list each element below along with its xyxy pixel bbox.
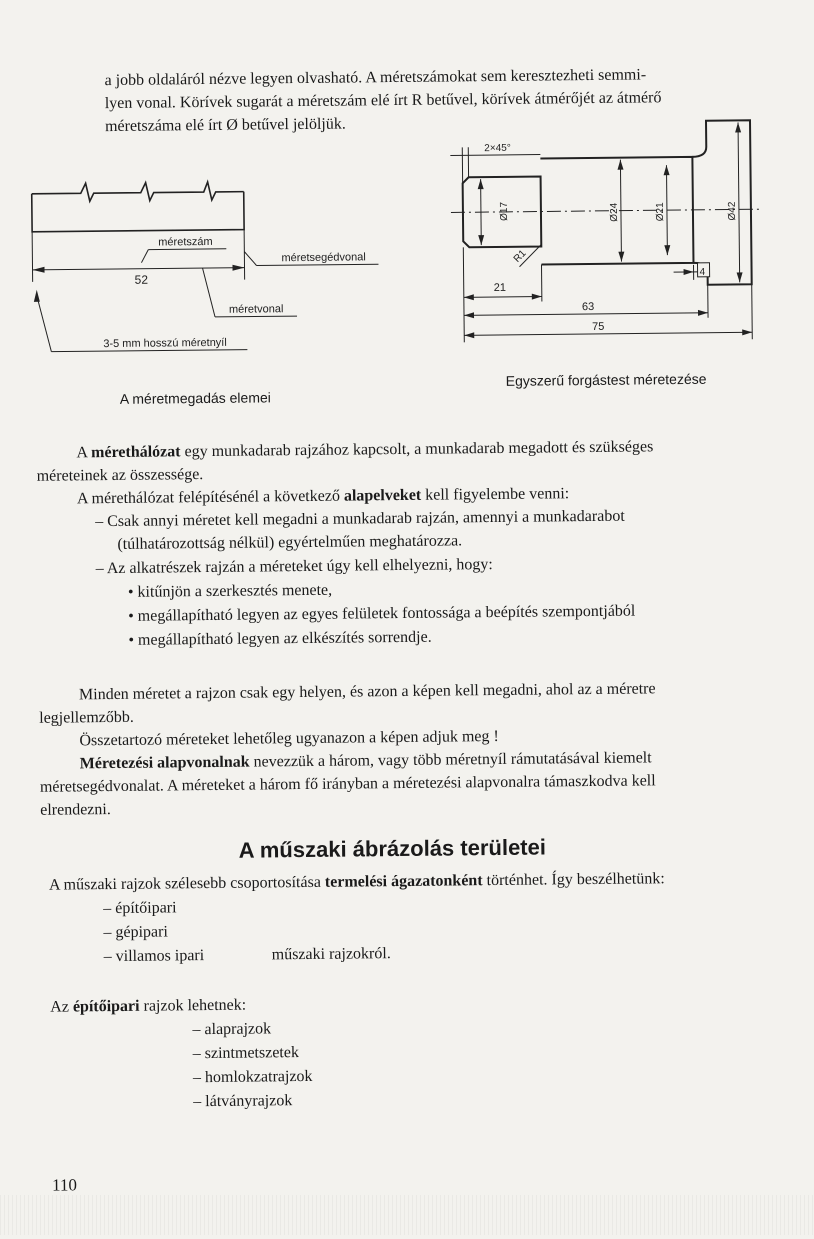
bullet-2: • megállapítható legyen az egyes felületek fontossága a beépítés szempontjából bbox=[128, 602, 635, 626]
building-heading: Az építőipari rajzok lehetnek: bbox=[50, 996, 246, 1017]
sector-item-1: – építőipari bbox=[103, 898, 177, 918]
intro-line-3: méretszáma elé írt Ø betűvel jelöljük. bbox=[105, 115, 346, 137]
principle-2: – Az alkatrészek rajzán a méreteket úgy kell elhelyezni, hogy: bbox=[96, 555, 493, 578]
section-heading: A műszaki ábrázolás területei bbox=[238, 834, 546, 863]
bullet-1: • kitűnjön a szerkesztés menete, bbox=[128, 581, 332, 602]
dimension-r1: R1 bbox=[512, 248, 529, 265]
para2-line4: Méretezési alapvonalnak nevezzük a három, vagy több méretnyíl rámutatásával kiemelt bbox=[80, 748, 652, 773]
dimension-75: 75 bbox=[592, 321, 604, 333]
bullet-3: • megállapítható legyen az elkészítés sorrendje. bbox=[128, 628, 431, 650]
term-epitoipari: építőipari bbox=[73, 998, 140, 1016]
principle-1-line-a: – Csak annyi méretet kell megadni a munkadarab rajzán, amennyi a munkadarabot bbox=[95, 507, 625, 532]
caption-right: Egyszerű forgástest méretezése bbox=[506, 371, 707, 389]
intro-line-1: a jobb oldaláról nézve legyen olvasható. A méretszámokat sem keresztezheti semmi- bbox=[104, 65, 646, 90]
sector-item-3: – villamos ipari bbox=[104, 946, 205, 966]
dimension-d24: Ø24 bbox=[609, 202, 620, 221]
para2-line5: méretsegédvonalat. A méreteket a három fő irányban a méretezési alapvonalra támaszkodva kell bbox=[40, 771, 656, 796]
label-meretvonal: méretvonal bbox=[229, 303, 284, 316]
label-meretsegedvonal: méretsegédvonal bbox=[281, 251, 366, 264]
para2-line2: legjellemzőbb. bbox=[39, 708, 134, 728]
para2-line3: Összetartozó méreteket lehetőleg ugyanazon a képen adjuk meg ! bbox=[79, 727, 499, 750]
term-alapvonal: Méretezési alapvonalnak bbox=[80, 754, 250, 773]
term-merethalozat: mérethálózat bbox=[91, 443, 181, 461]
dimension-63: 63 bbox=[582, 301, 594, 313]
turned-part-figure bbox=[440, 114, 782, 358]
dimension-d21: Ø21 bbox=[655, 202, 666, 221]
scan-noise bbox=[0, 1195, 814, 1235]
intro-line-2: lyen vonal. Körívek sugarát a méretszám elé írt R betűvel, körívek átmérőjét az átmérő bbox=[105, 88, 662, 113]
term-termelesi: termelési ágazatonként bbox=[325, 872, 483, 891]
principle-1-line-b: (túlhatározottság nélkül) egyértelműen meghatározza. bbox=[117, 531, 462, 554]
para2-line1: Minden méretet a rajzon csak egy helyen, és azon a képen kell megadni, ahol az a méretre bbox=[79, 679, 656, 704]
dimension-4: 4 bbox=[700, 267, 706, 278]
page-number: 110 bbox=[52, 1175, 77, 1195]
dimension-chamfer: 2×45° bbox=[484, 143, 511, 154]
label-meretnyil: 3-5 mm hosszú méretnyíl bbox=[103, 337, 227, 350]
dimension-elements-figure bbox=[25, 168, 397, 372]
caption-left: A méretmegadás elemei bbox=[120, 389, 271, 407]
sector-item-2: – gépipari bbox=[103, 922, 168, 942]
para1-line2: méreteinek az összessége. bbox=[37, 465, 204, 486]
sector-suffix: műszaki rajzokról. bbox=[272, 944, 391, 964]
building-item-4: – látványrajzok bbox=[193, 1091, 292, 1111]
para1-line1: A mérethálózat egy munkadarab rajzához kapcsolt, a munkadarab megadott és szükséges bbox=[76, 437, 653, 462]
dimension-d17: Ø17 bbox=[499, 201, 510, 220]
building-item-3: – homlokzatrajzok bbox=[193, 1067, 313, 1087]
dimension-21: 21 bbox=[494, 282, 506, 294]
building-item-2: – szintmetszetek bbox=[193, 1043, 299, 1063]
label-meretszam: méretszám bbox=[158, 236, 213, 249]
term-alapelvek: alapelveket bbox=[344, 487, 422, 505]
para1-line3: A mérethálózat felépítésénél a következő alapelveket kell figyelembe venni: bbox=[77, 484, 569, 508]
dimension-value-52: 52 bbox=[135, 273, 149, 287]
para2-line6: elrendezni. bbox=[40, 800, 111, 820]
building-item-1: – alaprajzok bbox=[192, 1019, 271, 1039]
dimension-d42: Ø42 bbox=[727, 201, 738, 220]
section-line1: A műszaki rajzok szélesebb csoportosítása termelési ágazatonként történhet. Így beszélhetünk: bbox=[49, 869, 665, 894]
